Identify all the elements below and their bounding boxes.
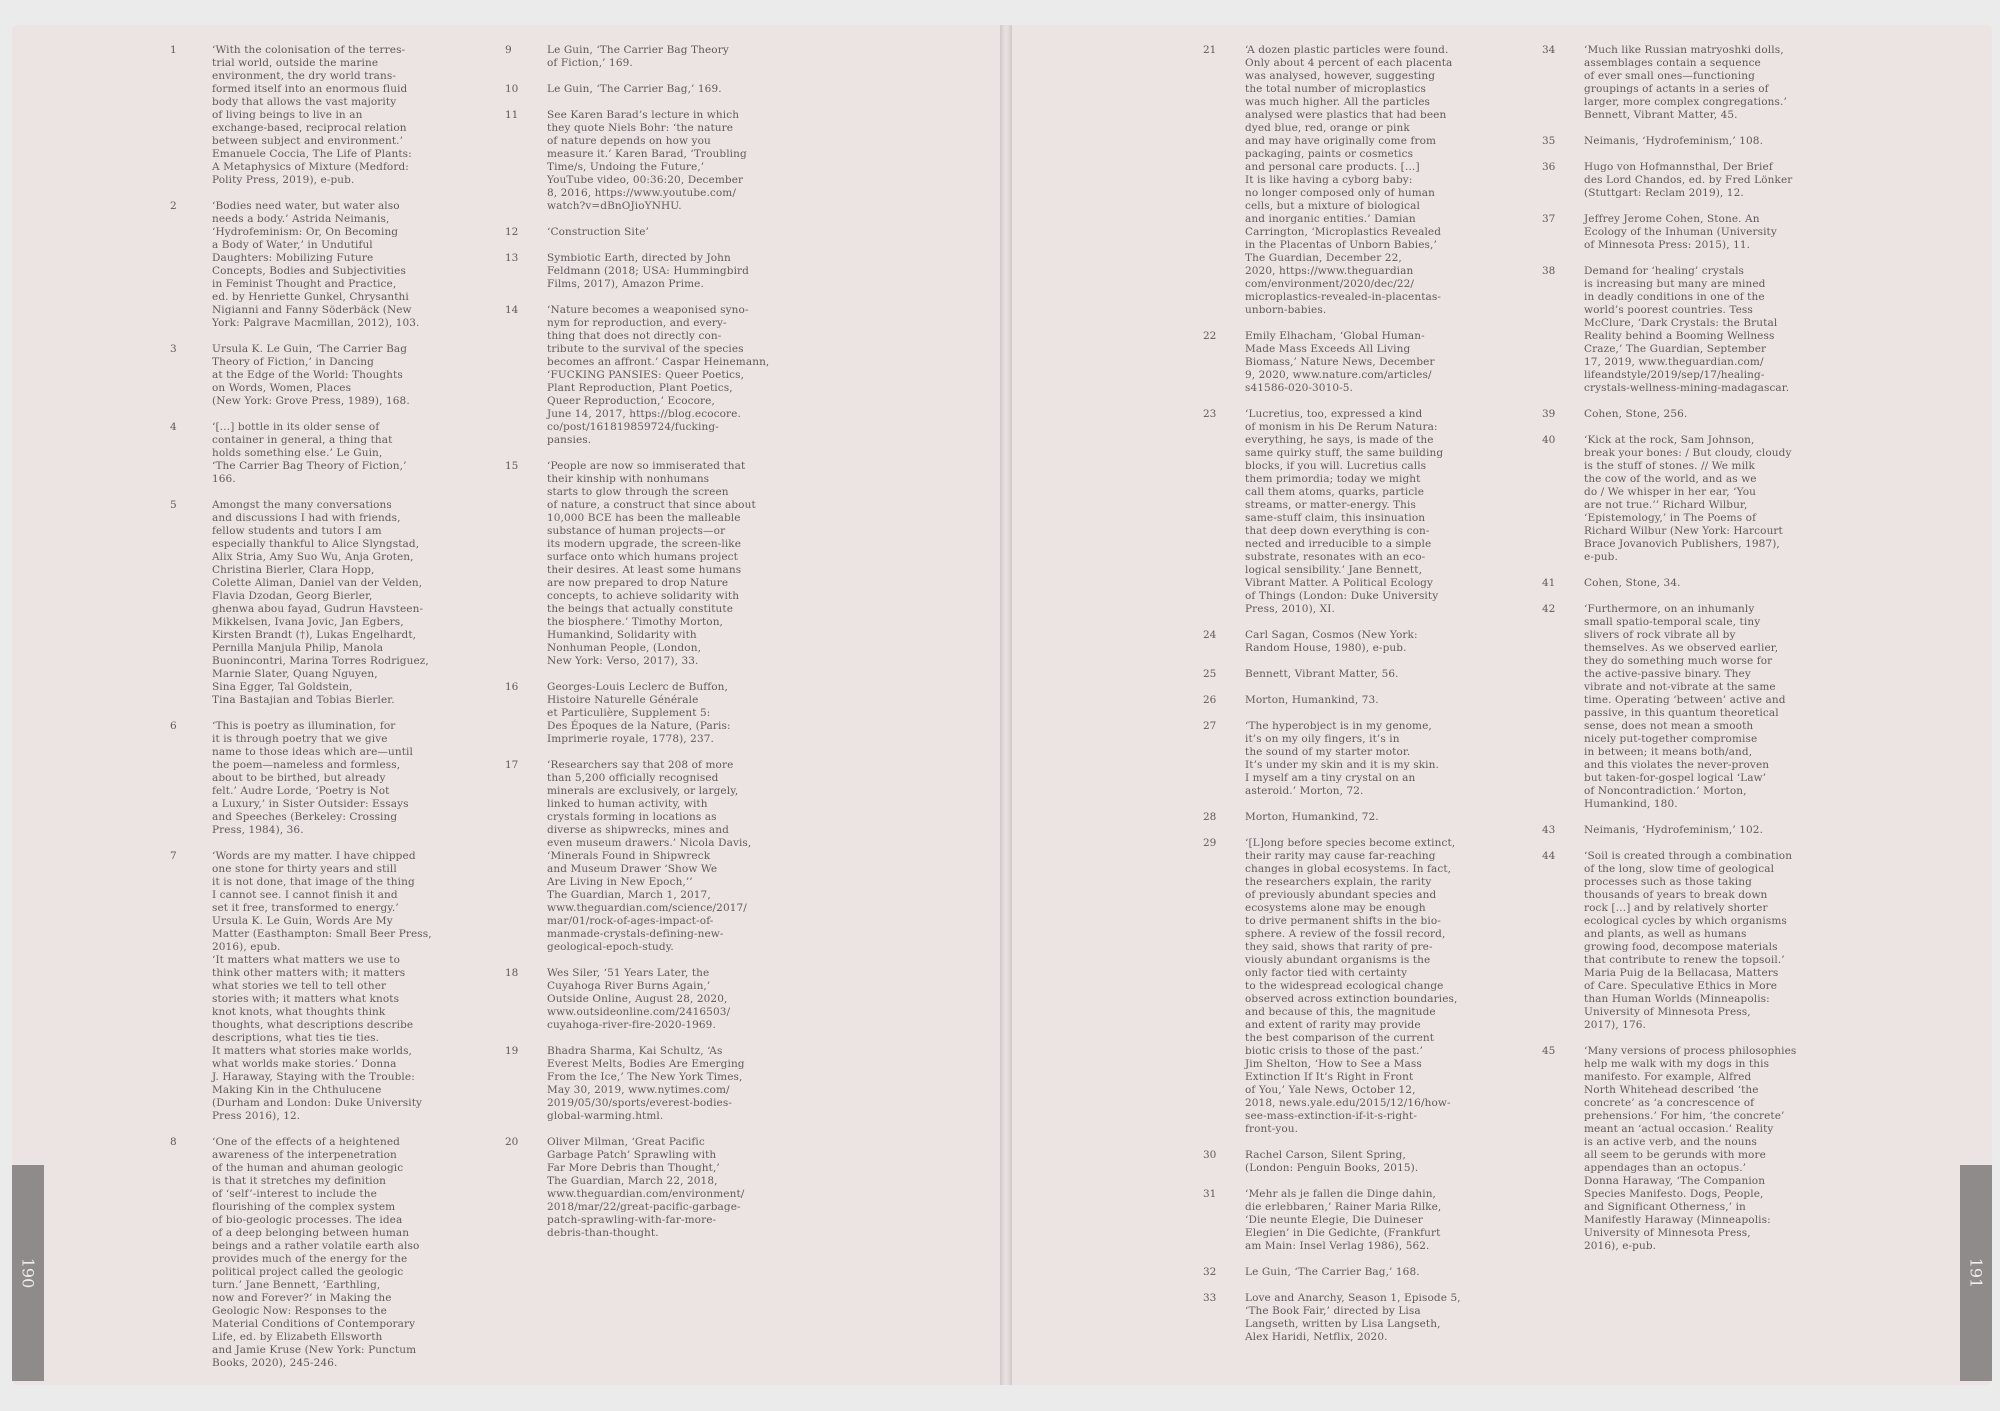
footnote-number: 13	[505, 252, 519, 264]
footnote-number: 12	[505, 226, 519, 238]
footnote	[505, 83, 769, 96]
footnote-number: 14	[505, 304, 519, 316]
footnote-text: ‘Construction Site’	[547, 226, 649, 238]
left-page-column-2	[505, 44, 769, 1253]
footnote-text: ‘[L]ong before species become extinct, their rarity may cause far-reaching changes in global ecosystems. In fact, the researchers explain, the rarity of previously abundant species and ecosystems alone may be enough to drive permanent shifts in the bio- sphere. A review of the fossil record, they said, shows that rarity of pre- viously abundant organisms is the only factor tied with certainty to the widespread ecological change observed across extinction boundaries, and because of this, the magnitude and extent of rarity may provide the best comparison of the current biotic crisis to those of the past.’ Jim Shelton, ‘How to See a Mass Extinction If It’s Right in Front of You,’ Yale News, October 12, 2018, news.yale.edu/2015/12/16/how- see-mass-extinction-if-it-s-right- front-you.	[1245, 837, 1458, 1135]
footnote-text: Bhadra Sharma, Kai Schultz, ‘As Everest Melts, Bodies Are Emerging From the Ice,’ The New York Times, May 30, 2019, www.nytimes.com/ 2019/05/30/sports/everest-bodies- global-warming.html.	[547, 1045, 745, 1122]
footnote-text: Cohen, Stone, 34.	[1584, 577, 1681, 589]
footnote-text: Ursula K. Le Guin, ‘The Carrier Bag Theory of Fiction,’ in Dancing at the Edge of the World: Thoughts on Words, Women, Places (New York: Grove Press, 1989), 168.	[212, 343, 410, 407]
footnote	[170, 343, 432, 408]
footnote-number: 9	[505, 44, 512, 56]
footnote-number: 39	[1542, 408, 1556, 420]
footnote	[170, 499, 432, 707]
footnote-number: 5	[170, 499, 177, 511]
footnote-text: ‘Furthermore, on an inhumanly small spatio-temporal scale, tiny slivers of rock vibrate all by themselves. As we observed earlier, they do something much worse for the active-passive binary. They vibrate and not-vibrate at the same time. Operating ‘between’ active and passive, in this quantum theoretical sense, does not mean a smooth nicely put-together compromise in between; it means both/and, and this violates the never-proven but taken-for-gospel logical ‘Law’ of Noncontradiction.’ Morton, Humankind, 180.	[1584, 603, 1786, 810]
footnote-number: 37	[1542, 213, 1556, 225]
footnote	[1203, 408, 1461, 616]
footnote	[505, 1045, 769, 1123]
footnote	[505, 967, 769, 1032]
footnote	[505, 44, 769, 70]
footnote-text: Cohen, Stone, 256.	[1584, 408, 1688, 420]
footnote-text: Hugo von Hofmannsthal, Der Brief des Lord Chandos, ed. by Fred Lönker (Stuttgart: Reclam 2019), 12.	[1584, 161, 1793, 199]
footnote-number: 35	[1542, 135, 1556, 147]
footnote-text: ‘People are now so immiserated that their kinship with nonhumans starts to glow through the screen of nature, a construct that since about 10,000 BCE has been the malleable substance of human projects—or its modern upgrade, the screen-like surface onto which humans project their desires. At least some humans are now prepared to drop Nature concepts, to achieve solidarity with the beings that actually constitute the biosphere.’ Timothy Morton, Humankind, Solidarity with Nonhuman People, (London, New York: Verso, 2017), 33.	[547, 460, 756, 667]
footnote-number: 43	[1542, 824, 1556, 836]
footnote-number: 16	[505, 681, 519, 693]
footnote	[505, 460, 769, 668]
footnote-number: 3	[170, 343, 177, 355]
footnote	[1203, 1188, 1461, 1253]
footnote	[505, 304, 769, 447]
footnote-text: ‘This is poetry as illumination, for it is through poetry that we give name to those ideas which are—until the poem—nameless and formless, about to be birthed, but already felt.’ Audre Lorde, ‘Poetry is Not a Luxury,’ in Sister Outsider: Essays and Speeches (Berkeley: Crossing Press, 1984), 36.	[212, 720, 413, 836]
footnote-number: 38	[1542, 265, 1556, 277]
footnote-number: 7	[170, 850, 177, 862]
footnote-text: ‘Much like Russian matryoshki dolls, assemblages contain a sequence of ever small ones—functioning groupings of actants in a series of larger, more complex congregations.’ Bennett, Vibrant Matter, 45.	[1584, 44, 1787, 121]
footnote-text: Demand for ‘healing’ crystals is increasing but many are mined in deadly conditions in one of the world’s poorest countries. Tess McClure, ‘Dark Crystals: the Brutal Reality behind a Booming Wellness Craze,’ The Guardian, September 17, 2019, www.theguardian.com/ lifeandstyle/2019/sep/17/healing- crystals-wellness-mining-madagascar.	[1584, 265, 1790, 394]
footnote-text: ‘Mehr als je fallen die Dinge dahin, die erlebbaren,’ Rainer Maria Rilke, ‘Die neunte Elegie, Die Duineser Elegien’ in Die Gedichte, (Frankfurt am Main: Insel Verlag 1986), 562.	[1245, 1188, 1442, 1252]
footnote-text: ‘The hyperobject is in my genome, it’s on my oily fingers, it’s in the sound of my starter motor. It’s under my skin and it is my skin. I myself am a tiny crystal on an asteroid.’ Morton, 72.	[1245, 720, 1439, 797]
footnote-text: ‘Bodies need water, but water also needs a body.’ Astrida Neimanis, ‘Hydrofeminism: Or, On Becoming a Body of Water,’ in Undutiful Daughters: Mobilizing Future Concepts, Bodies and Subjectivities in Feminist Thought and Practice, ed. by Henriette Gunkel, Chrysanthi Nigianni and Fanny Söderbäck (New York: Palgrave Macmillan, 2012), 103.	[212, 200, 420, 329]
footnote-text: Le Guin, ‘The Carrier Bag,’ 169.	[547, 83, 722, 95]
footnote-text: ‘[…] bottle in its older sense of container in general, a thing that holds something else.’ Le Guin, ‘The Carrier Bag Theory of Fiction,’ 166.	[212, 421, 407, 485]
footnote-text: Neimanis, ‘Hydrofeminism,’ 108.	[1584, 135, 1764, 147]
footnote	[1203, 720, 1461, 798]
footnote-number: 27	[1203, 720, 1217, 732]
footnote-text: Carl Sagan, Cosmos (New York: Random House, 1980), e-pub.	[1245, 629, 1418, 654]
footnote-text: ‘A dozen plastic particles were found. Only about 4 percent of each placenta was analysed, however, suggesting the total number of microplastics was much higher. All the particles analysed were plastics that had been dyed blue, red, orange or pink and may have originally come from packaging, paints or cosmetics and personal care products. […] It is like having a cyborg baby: no longer composed only of human cells, but a mixture of biological and inorganic entities.’ Damian Carrington, ‘Microplastics Revealed in the Placentas of Unborn Babies,’ The Guardian, December 22, 2020, https://www.theguardian com/environment/2020/dec/22/ microplastics-revealed-in-placentas- unborn-babies.	[1245, 44, 1453, 316]
footnote	[1542, 135, 1796, 148]
book-gutter	[1000, 25, 1012, 1385]
footnote-text: See Karen Barad’s lecture in which they quote Niels Bohr: ‘the nature of nature depends on how you measure it.’ Karen Barad, ‘Troubling Time/s, Undoing the Future,’ YouTube video, 00:36:20, December 8, 2016, https://www.youtube.com/ watch?v=dBnOJioYNHU.	[547, 109, 747, 212]
footnote-number: 25	[1203, 668, 1217, 680]
footnote-text: ‘With the colonisation of the terres- trial world, outside the marine environment, the dry world trans- formed itself into an enormous fluid body that allows the vast majority of living beings to live in an exchange-based, reciprocal relation between subject and environment.’ Emanuele Coccia, The Life of Plants: A Metaphysics of Mixture (Medford: Polity Press, 2019), e-pub.	[212, 44, 412, 186]
footnote	[1203, 1292, 1461, 1344]
footnote	[170, 421, 432, 486]
footnote-text: ‘Lucretius, too, expressed a kind of monism in his De Rerum Natura: everything, he says, is made of the same quirky stuff, the same building blocks, if you will. Lucretius calls them primordia; today we might call them atoms, quarks, particle streams, or matter-energy. This same-stuff claim, this insinuation that deep down everything is con- nected and irreducible to a simple substrate, resonates with an eco- logical sensibility.’ Jane Bennett, Vibrant Matter. A Political Ecology of Things (London: Duke University Press, 2010), XI.	[1245, 408, 1444, 615]
footnote-number: 40	[1542, 434, 1556, 446]
footnote	[1542, 213, 1796, 252]
footnote	[1542, 603, 1796, 811]
footnote-number: 36	[1542, 161, 1556, 173]
footnote-text: Morton, Humankind, 72.	[1245, 811, 1379, 823]
footnote-text: Rachel Carson, Silent Spring, (London: Penguin Books, 2015).	[1245, 1149, 1419, 1174]
footnote	[170, 850, 432, 1123]
footnote	[505, 109, 769, 213]
footnote-text: ‘Nature becomes a weaponised syno- nym for reproduction, and every- thing that does not directly con- tribute to the survival of the species becomes an affront.’ Caspar Heinemann, ‘FUCKING PANSIES: Queer Poetics, Plant Reproduction, Plant Poetics, Queer Reproduction,’ Ecocore, June 14, 2017, https://blog.ecocore. co/post/161819859724/fucking- pansies.	[547, 304, 770, 446]
footnote-text: ‘Researchers say that 208 of more than 5,200 officially recognised minerals are exclusively, or largely, linked to human activity, with crystals forming in locations as diverse as shipwrecks, mines and even museum drawers.’ Nicola Davis, ‘Minerals Found in Shipwreck and Museum Drawer ‘Show We Are Living in New Epoch,’’ The Guardian, March 1, 2017, www.theguardian.com/science/2017/ mar/01/rock-of-ages-impact-of- manmade-crystals-defining-new- geological-epoch-study.	[547, 759, 752, 953]
footnote-text: ‘Kick at the rock, Sam Johnson, break your bones: / But cloudy, cloudy is the stuff of stones. // We milk the cow of the world, and as we do / We whisper in her ear, ‘You are not true.’’ Richard Wilbur, ‘Epistemology,’ in The Poems of Richard Wilbur (New York: Harcourt Brace Jovanovich Publishers, 1987), e-pub.	[1584, 434, 1792, 563]
footnote-number: 2	[170, 200, 177, 212]
footnote	[1542, 434, 1796, 564]
footnote	[1542, 577, 1796, 590]
footnote-number: 18	[505, 967, 519, 979]
footnote	[505, 681, 769, 746]
footnote-number: 29	[1203, 837, 1217, 849]
page-number-right: 191	[1966, 1257, 1986, 1289]
footnote	[1203, 837, 1461, 1136]
footnote	[1203, 668, 1461, 681]
footnote-number: 20	[505, 1136, 519, 1148]
footnote-number: 28	[1203, 811, 1217, 823]
left-page-column-1	[170, 44, 432, 1383]
footnote-number: 31	[1203, 1188, 1217, 1200]
footnote-number: 6	[170, 720, 177, 732]
footnote	[1203, 44, 1461, 317]
footnote	[170, 200, 432, 330]
page-number-tab-right	[1960, 1165, 1992, 1381]
footnote-number: 15	[505, 460, 519, 472]
footnote-number: 30	[1203, 1149, 1217, 1161]
footnote-number: 21	[1203, 44, 1217, 56]
footnote	[1203, 811, 1461, 824]
footnote	[505, 252, 769, 291]
footnote-number: 10	[505, 83, 519, 95]
footnote-text: ‘Many versions of process philosophies help me walk with my dogs in this manifesto. For example, Alfred North Whitehead described ‘the concrete’ as ‘a concrescence of prehensions.’ For him, ‘the concrete’ meant an ‘actual occasion.’ Reality is an active verb, and the nouns all seem to be gerunds with more appendages than an octopus.’ Donna Haraway, ‘The Companion Species Manifesto. Dogs, People, and Significant Otherness,’ in Manifestly Haraway (Minneapolis: University of Minnesota Press, 2016), e-pub.	[1584, 1045, 1797, 1252]
footnote-number: 1	[170, 44, 177, 56]
footnote-text: Emily Elhacham, ‘Global Human- Made Mass Exceeds All Living Biomass,’ Nature News, December 9, 2020, www.nature.com/articles/ s41586-020-3010-5.	[1245, 330, 1435, 394]
footnote-number: 11	[505, 109, 519, 121]
footnote-text: Love and Anarchy, Season 1, Episode 5, ‘The Book Fair,’ directed by Lisa Langseth, written by Lisa Langseth, Alex Haridi, Netflix, 2020.	[1245, 1292, 1461, 1343]
footnote-number: 32	[1203, 1266, 1217, 1278]
footnote-number: 24	[1203, 629, 1217, 641]
footnote-text: Le Guin, ‘The Carrier Bag Theory of Fiction,’ 169.	[547, 44, 729, 69]
footnote-number: 44	[1542, 850, 1556, 862]
footnote-text: Wes Siler, ‘51 Years Later, the Cuyahoga River Burns Again,’ Outside Online, August 28, 2020, www.outsideonline.com/2416503/ cuyahoga-river-fire-2020-1969.	[547, 967, 731, 1031]
footnote-text: ‘Words are my matter. I have chipped one stone for thirty years and still it is not done, that image of the thing I cannot see. I cannot finish it and set it free, transformed to energy.’ Ursula K. Le Guin, Words Are My Matter (Easthampton: Small Beer Press, 2016), epub. ‘It matters what matters we use to think other matters with; it matters what stories we tell to tell other stories with; it matters what knots knot knots, what thoughts think thoughts, what descriptions describe descriptions, what ties tie ties. It matters what stories make worlds, what worlds make stories.’ Donna J. Haraway, Staying with the Trouble: Making Kin in the Chthulucene (Durham and London: Duke University Press 2016), 12.	[212, 850, 432, 1122]
footnote-number: 19	[505, 1045, 519, 1057]
footnote-text: Symbiotic Earth, directed by John Feldmann (2018; USA: Hummingbird Films, 2017), Amazon Prime.	[547, 252, 749, 290]
footnote-number: 23	[1203, 408, 1217, 420]
footnote	[1203, 694, 1461, 707]
footnote	[1542, 1045, 1796, 1253]
footnote-text: Georges-Louis Leclerc de Buffon, Histoire Naturelle Générale et Particulière, Supplement 5: Des Époques de la Nature, (Paris: Imprimerie royale, 1778), 237.	[547, 681, 731, 745]
footnote-number: 22	[1203, 330, 1217, 342]
footnote-number: 4	[170, 421, 177, 433]
footnote-text: Morton, Humankind, 73.	[1245, 694, 1379, 706]
footnote	[1542, 44, 1796, 122]
footnote-number: 26	[1203, 694, 1217, 706]
footnote-text: Le Guin, ‘The Carrier Bag,’ 168.	[1245, 1266, 1420, 1278]
footnote	[1542, 408, 1796, 421]
footnote-number: 42	[1542, 603, 1556, 615]
page-number-tab-left	[12, 1165, 44, 1381]
right-page	[1012, 25, 1992, 1385]
footnote	[1203, 629, 1461, 655]
footnote-number: 33	[1203, 1292, 1217, 1304]
footnote-number: 45	[1542, 1045, 1556, 1057]
footnote	[1203, 1149, 1461, 1175]
footnote-text: ‘Soil is created through a combination of the long, slow time of geological processes such as those taking thousands of years to break down rock […] and by relatively shorter ecological cycles by which organisms and plants, as well as humans growing food, decompose materials that contribute to renew the topsoil.’ Maria Puig de la Bellacasa, Matters of Care. Speculative Ethics in More than Human Worlds (Minneapolis: University of Minnesota Press, 2017), 176.	[1584, 850, 1793, 1031]
footnote	[1203, 330, 1461, 395]
footnote-text: Jeffrey Jerome Cohen, Stone. An Ecology of the Inhuman (University of Minnesota Press: 2015), 11.	[1584, 213, 1777, 251]
footnote	[1542, 850, 1796, 1032]
footnote-number: 34	[1542, 44, 1556, 56]
footnote	[505, 759, 769, 954]
footnote-number: 17	[505, 759, 519, 771]
footnote	[170, 44, 432, 187]
right-page-column-2	[1542, 44, 1796, 1266]
footnote	[505, 226, 769, 239]
footnote-text: ‘One of the effects of a heightened awareness of the interpenetration of the human and ahuman geologic is that it stretches my definition of ‘self’-interest to include the flourishing of the complex system of bio-geologic processes. The idea of a deep belonging between human beings and a rather volatile earth also provides much of the energy for the political project called the geologic turn.’ Jane Bennett, ‘Earthling, now and Forever?’ in Making the Geologic Now: Responses to the Material Conditions of Contemporary Life, ed. by Elizabeth Ellsworth and Jamie Kruse (New York: Punctum Books, 2020), 245-246.	[212, 1136, 420, 1369]
footnote-text: Neimanis, ‘Hydrofeminism,’ 102.	[1584, 824, 1764, 836]
footnote	[170, 1136, 432, 1370]
footnote	[1203, 1266, 1461, 1279]
page-number-left: 190	[18, 1257, 38, 1289]
footnote	[1542, 265, 1796, 395]
footnote	[1542, 824, 1796, 837]
footnote	[1542, 161, 1796, 200]
footnote	[505, 1136, 769, 1240]
right-page-column-1	[1203, 44, 1461, 1357]
footnote-number: 8	[170, 1136, 177, 1148]
footnote-number: 41	[1542, 577, 1556, 589]
footnote-text: Amongst the many conversations and discussions I had with friends, fellow students and tutors I am especially thankful to Alice Slyngstad, Alix Stria, Amy Suo Wu, Anja Groten, Christina Bierler, Clara Hopp, Colette Aliman, Daniel van der Velden, Flavia Dzodan, Georg Bierler, ghenwa abou fayad, Gudrun Havsteen- Mikkelsen, Ivana Jovic, Jan Egbers, Kirsten Brandt (†), Lukas Engelhardt, Pernilla Manjula Philip, Manola Buonincontri, Marina Torres Rodriguez, Marnie Slater, Quang Nguyen, Sina Egger, Tal Goldstein, Tina Bastajian and Tobias Bierler.	[212, 499, 429, 706]
footnote-text: Oliver Milman, ‘Great Pacific Garbage Patch’ Sprawling with Far More Debris than Thought,’ The Guardian, March 22, 2018, www.theguardian.com/environment/ 2018/mar/22/great-pacific-garbage- patch-sprawling-with-far-more- debris-than-thought.	[547, 1136, 745, 1239]
footnote-text: Bennett, Vibrant Matter, 56.	[1245, 668, 1399, 680]
footnote	[170, 720, 432, 837]
